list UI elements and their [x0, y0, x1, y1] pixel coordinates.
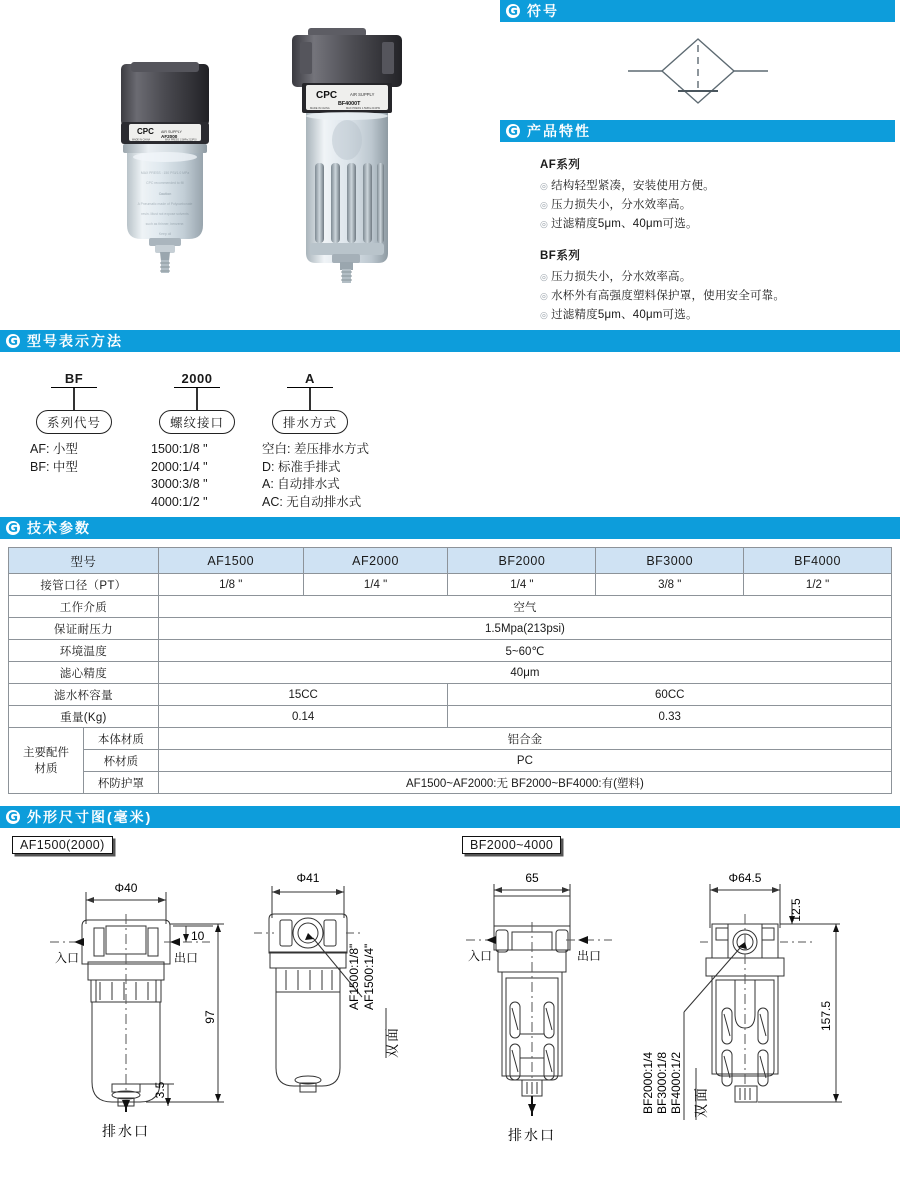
circle-bullet-icon: ◎ [540, 291, 549, 301]
table-row [9, 706, 892, 728]
table-row [9, 750, 892, 772]
model-code: 2000 [174, 371, 220, 388]
svg-text:such as thinner, benzene.: such as thinner, benzene. [145, 222, 185, 226]
features-heading-af: AF系列 [540, 159, 581, 171]
model-option: D: 标准手排式 [262, 459, 341, 474]
row-label: 环境温度 [9, 640, 159, 662]
model-designation-diagram [0, 352, 900, 517]
top-area [0, 0, 900, 330]
model-option: AF: 小型 [30, 442, 78, 456]
section-title: 型号表示方法 [27, 333, 123, 349]
table-row [9, 684, 892, 706]
svg-text:Caution: Caution [158, 192, 172, 196]
circle-bullet-icon: ◎ [540, 272, 549, 282]
model-part-label: 螺纹接口 [159, 410, 235, 434]
section-bullet-icon: G [6, 521, 20, 535]
label-drain: 排水口 [508, 1127, 556, 1143]
svg-text:BF4000T: BF4000T [338, 101, 361, 107]
model-code: A [287, 371, 333, 388]
label-outlet: 出口 [577, 949, 602, 963]
column-header: BF2000 [448, 548, 596, 574]
product-photo-bf [280, 28, 415, 288]
product-photos [0, 0, 500, 330]
dim-label-top-offset: 12.5 [789, 898, 803, 922]
svg-text:AIR SUPPLY: AIR SUPPLY [350, 92, 375, 97]
circle-bullet-icon: ◎ [540, 200, 549, 210]
svg-text:MADE IN CHINA: MADE IN CHINA [310, 107, 330, 110]
cell: 铝合金 [158, 728, 891, 750]
svg-text:MAX PRESS : 150 PSI/1.0 MPa: MAX PRESS : 150 PSI/1.0 MPa [140, 171, 190, 175]
section-header-dimensions [0, 806, 900, 828]
svg-text:AIR SUPPLY: AIR SUPPLY [161, 130, 182, 134]
column-header: BF3000 [596, 548, 744, 574]
row-label: 保证耐压力 [9, 618, 159, 640]
label-both-sides: 双面 [693, 1086, 709, 1118]
svg-text:MADE IN CHINA: MADE IN CHINA [132, 138, 151, 142]
row-label: 重量(Kg) [9, 706, 159, 728]
model-part-thread [145, 370, 249, 511]
row-label: 滤水杯容量 [9, 684, 159, 706]
row-label: 本体材质 [83, 728, 158, 750]
feature-text: 水杯外有高强度塑料保护罩，使用安全可靠。 [551, 290, 786, 302]
svg-text:CPC: CPC [316, 90, 338, 101]
port-label-2: AF1500:1/4" [362, 943, 376, 1010]
cell: 空气 [158, 596, 891, 618]
label-drain: 排水口 [102, 1123, 150, 1139]
cell: 1/4 " [448, 574, 596, 596]
section-title: 技术参数 [27, 520, 91, 536]
dim-label-width: Φ64.5 [728, 871, 762, 885]
model-option-list [258, 441, 369, 511]
cell: 40μm [158, 662, 891, 684]
svg-text:CPC: CPC [137, 127, 154, 136]
spec-table-wrapper [0, 539, 900, 794]
product-photo-af [105, 62, 225, 277]
model-option: AC: 无自动排水式 [262, 494, 362, 509]
filter-symbol-icon [618, 31, 778, 111]
cell: 1.5Mpa(213psi) [158, 618, 891, 640]
cell: 3/8 " [596, 574, 744, 596]
row-label: 滤心精度 [9, 662, 159, 684]
column-header: BF4000 [744, 548, 892, 574]
connector-line [196, 388, 197, 410]
section-bullet-icon: G [6, 810, 20, 824]
model-option-list [26, 441, 122, 476]
dim-label-bottom: 3.5 [153, 1081, 167, 1099]
symbol-and-features [500, 0, 900, 330]
cell: 0.33 [448, 706, 892, 728]
svg-text:AF2000: AF2000 [161, 134, 178, 139]
model-option: 3000:3/8 " [151, 477, 208, 491]
dimension-tag-af: AF1500(2000) [12, 836, 113, 854]
section-header-features [500, 120, 895, 142]
table-row [9, 618, 892, 640]
symbol-diagram [500, 22, 895, 120]
feature-text: 结构轻型紧凑，安装使用方便。 [551, 180, 715, 192]
model-option: 空白: 差压排水方式 [262, 442, 369, 456]
model-part-series [26, 370, 122, 476]
model-option: A: 自动排水式 [262, 477, 340, 491]
feature-item [540, 268, 895, 287]
drawing-bf-front [452, 862, 652, 1157]
section-title: 产品特性 [527, 123, 591, 139]
model-option-list [145, 441, 249, 511]
model-option: BF: 中型 [30, 459, 78, 474]
svg-text:MAX PRESS 1.5MPa 213PSI: MAX PRESS 1.5MPa 213PSI [346, 107, 381, 110]
model-option: 2000:1/4 " [151, 459, 208, 474]
dim-label-width: 65 [525, 871, 539, 885]
spec-table [8, 547, 892, 794]
material-group-line1: 主要配件 [22, 746, 69, 759]
feature-item [540, 196, 895, 215]
port-label-3: BF4000:1/2 [669, 1051, 683, 1114]
table-row [9, 574, 892, 596]
table-row [9, 728, 892, 750]
feature-text: 过滤精度5μm、40μm可选。 [551, 218, 698, 230]
row-label: 杯防护罩 [83, 772, 158, 794]
material-group-label [9, 728, 84, 794]
model-option: 4000:1/2 " [151, 494, 208, 509]
column-header: AF1500 [158, 548, 303, 574]
dimension-tags [0, 828, 900, 862]
features-list [500, 142, 895, 325]
section-bullet-icon: G [506, 4, 520, 18]
column-header: AF2000 [303, 548, 448, 574]
cell: AF1500~AF2000:无 BF2000~BF4000:有(塑料) [158, 772, 891, 794]
features-heading-bf: BF系列 [540, 250, 581, 262]
drawing-af-side [240, 862, 430, 1152]
svg-text:Keep oil: Keep oil [158, 232, 172, 236]
svg-text:CPC recommended to fill: CPC recommended to fill [146, 181, 184, 185]
label-inlet: 入口 [55, 951, 80, 965]
row-label: 工作介质 [9, 596, 159, 618]
section-header-symbol [500, 0, 895, 22]
table-row [9, 662, 892, 684]
model-option: 1500:1/8 " [151, 442, 208, 456]
label-both-sides: 双面 [384, 1026, 400, 1058]
port-label-1: BF2000:1/4 [641, 1051, 655, 1114]
connector-line [309, 388, 310, 410]
feature-item [540, 287, 895, 306]
drawing-bf-side [640, 862, 898, 1157]
label-inlet: 入口 [468, 949, 493, 963]
section-bullet-icon: G [6, 334, 20, 348]
section-header-model [0, 330, 900, 352]
section-title: 符号 [527, 3, 559, 19]
cell: 0.14 [158, 706, 448, 728]
dim-label-width: Φ41 [296, 871, 320, 885]
svg-text:resin. Must not expose solven: resin. Must not expose solvents [141, 212, 189, 216]
feature-text: 压力损失小，分水效率高。 [551, 271, 692, 283]
label-outlet: 出口 [174, 951, 199, 965]
cell: 5~60℃ [158, 640, 891, 662]
model-part-label: 排水方式 [272, 410, 348, 434]
connector-line [73, 388, 74, 410]
cell: 1/2 " [744, 574, 892, 596]
cell: 1/8 " [158, 574, 303, 596]
section-header-specs [0, 517, 900, 539]
feature-item [540, 306, 895, 325]
model-part-label: 系列代号 [36, 410, 112, 434]
cell: 60CC [448, 684, 892, 706]
dim-label-top-offset: 10 [191, 929, 205, 943]
column-header: 型号 [9, 548, 159, 574]
feature-item [540, 215, 895, 234]
feature-text: 压力损失小，分水效率高。 [551, 199, 692, 211]
circle-bullet-icon: ◎ [540, 219, 549, 229]
dimension-drawings [0, 862, 900, 1162]
table-row [9, 772, 892, 794]
feature-text: 过滤精度5μm、40μm可选。 [551, 309, 698, 321]
table-row [9, 596, 892, 618]
section-title: 外形尺寸图(毫米) [27, 809, 153, 825]
section-bullet-icon: G [506, 124, 520, 138]
row-label: 杯材质 [83, 750, 158, 772]
circle-bullet-icon: ◎ [540, 310, 549, 320]
drawing-af-front [28, 862, 243, 1152]
port-label-2: BF3000:1/8 [655, 1051, 669, 1114]
svg-text:MAX PRESS 1.5MPa 213PSI: MAX PRESS 1.5MPa 213PSI [165, 138, 197, 142]
dim-label-height: 157.5 [819, 1000, 833, 1032]
row-label: 接管口径（PT） [9, 574, 159, 596]
material-group-line2: 材质 [34, 762, 58, 775]
table-header-row [9, 548, 892, 574]
table-row [9, 640, 892, 662]
dimension-tag-bf: BF2000~4000 [462, 836, 561, 854]
dim-label-width: Φ40 [114, 881, 138, 895]
cell: PC [158, 750, 891, 772]
circle-bullet-icon: ◎ [540, 181, 549, 191]
svg-text:A Pneumatic made of Polycarbon: A Pneumatic made of Polycarbonate [137, 202, 193, 206]
cell: 15CC [158, 684, 448, 706]
model-code: BF [51, 371, 97, 388]
port-label-1: AF1500:1/8" [347, 943, 361, 1010]
feature-item [540, 177, 895, 196]
cell: 1/4 " [303, 574, 448, 596]
model-part-drain [258, 370, 369, 511]
dim-label-height: 97 [203, 1010, 217, 1024]
